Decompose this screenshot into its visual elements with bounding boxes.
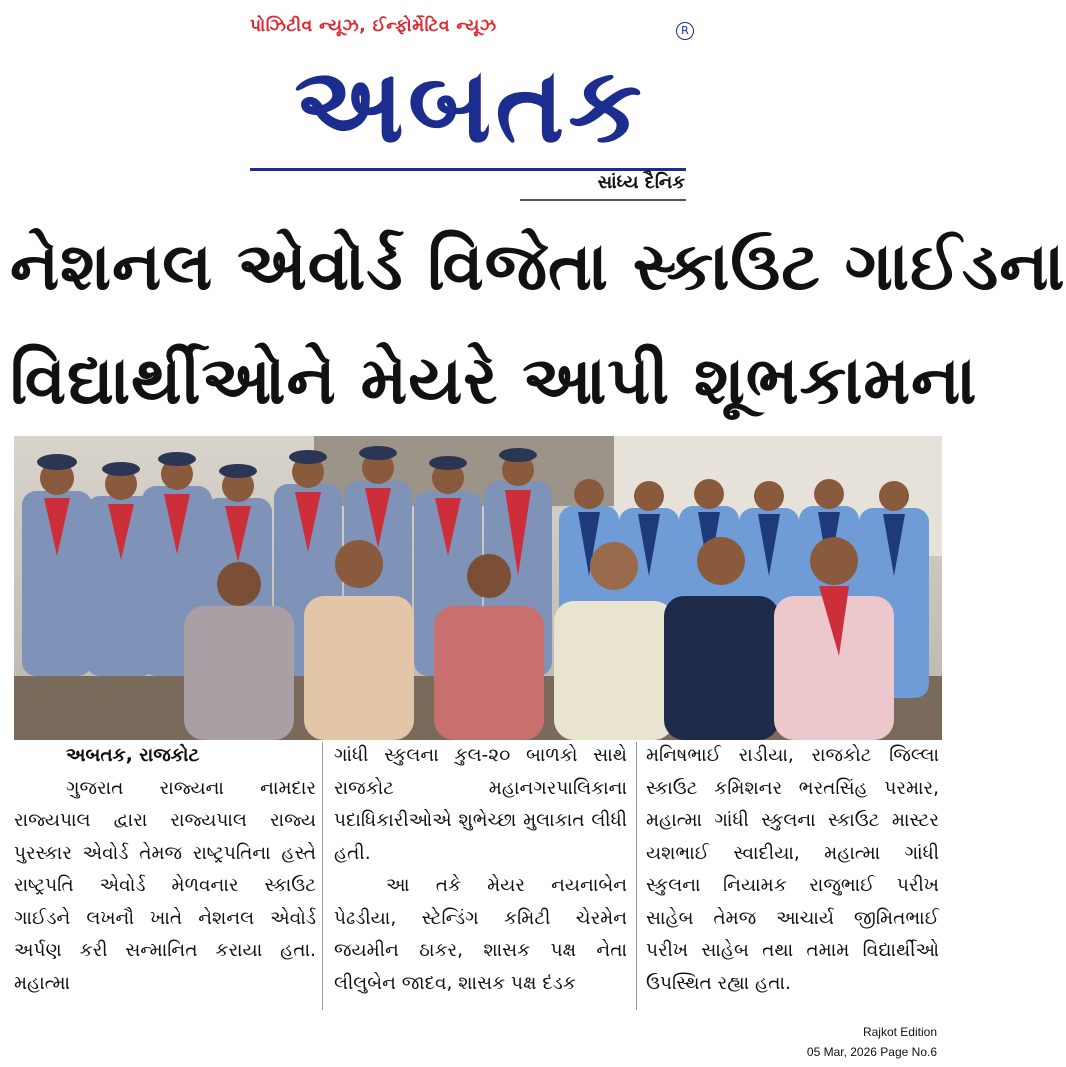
article-paragraph [334,740,627,870]
logo-rule [250,168,686,171]
article-column-2 [334,740,627,1010]
edition-info [807,1022,937,1062]
newspaper-logo: અબતક [294,44,646,166]
article-paragraph [646,740,939,1000]
edition-date-page: 05 Mar, 2026 Page No.6 [806,1045,937,1059]
dateline: અબતક, રાજકોટ [66,745,200,766]
masthead [0,0,945,210]
subtitle-underline [520,199,686,201]
edition-name: Rajkot Edition [862,1025,937,1039]
news-photo [14,436,942,740]
column-divider [322,742,323,1010]
article-text: ગુજરાત રાજ્યના નામદાર રાજ્યપાલ દ્વારા રાજ્યપાલ રાજ્ય પુરસ્કાર એવોર્ડ તેમજ રાષ્ટ્રપતિના હસ્તે રાષ્ટ્રપતિ એવોર્ડ મેળવનાર સ્કાઉટ ગાઈડને લખનૌ ખાતે નેશનલ એવોર્ડ અર્પણ કરી સન્માનિત કરાયા હતા. મહાત્મા [14,777,316,994]
headline-line-1: નેશનલ એવોર્ડ વિજેતા સ્કાઉટ ગાઈડના [10,228,1066,305]
article-paragraph [14,773,316,1001]
masthead-subtitle: સાંધ્ય દૈનિક [597,172,685,193]
article-column-3 [646,740,939,1010]
masthead-tagline: પોઝિટીવ ન્યૂઝ, ઈન્ફોર્મેટિવ ન્યૂઝ [250,16,497,36]
article-text: મનિષભાઈ રાડીયા, રાજકોટ જિલ્લા સ્કાઉટ કમિશનર ભરતસિંહ પરમાર, મહાત્મા ગાંધી સ્કુલના સ્કાઉટ માસ્ટર યશભાઈ સ્વાદીયા, મહાત્મા ગાંધી સ્કુલના નિયામક રાજુભાઈ પરીખ સાહેબ તેમજ આચાર્ય જીમિતભાઈ પરીખ સાહેબ તથા તમામ વિદ્યાર્થીઓ ઉપસ્થિત રહ્યા હતા. [646,745,939,994]
article-text: ગાંધી સ્કુલના કુલ-૨૦ બાળકો સાથે રાજકોટ મહાનગરપાલિકાના પદાધિકારીઓએ શુભેચ્છા મુલાકાત લીધી હતી. [334,745,627,864]
article-column-1 [14,740,316,1010]
headline-line-2: વિદ્યાર્થીઓને મેયરે આપી શૂભકામના [10,342,978,419]
article-text: આ તકે મેયર નયનાબેન પેઢડીયા, સ્ટેન્ડિંગ કમિટી ચેરમેન જયમીન ઠાકર, શાસક પક્ષ નેતા લીલુબેન જાદવ, શાસક પક્ષ દંડક [334,875,627,994]
registered-mark: R [676,22,694,40]
article-paragraph [334,870,627,1000]
column-divider [636,742,637,1010]
